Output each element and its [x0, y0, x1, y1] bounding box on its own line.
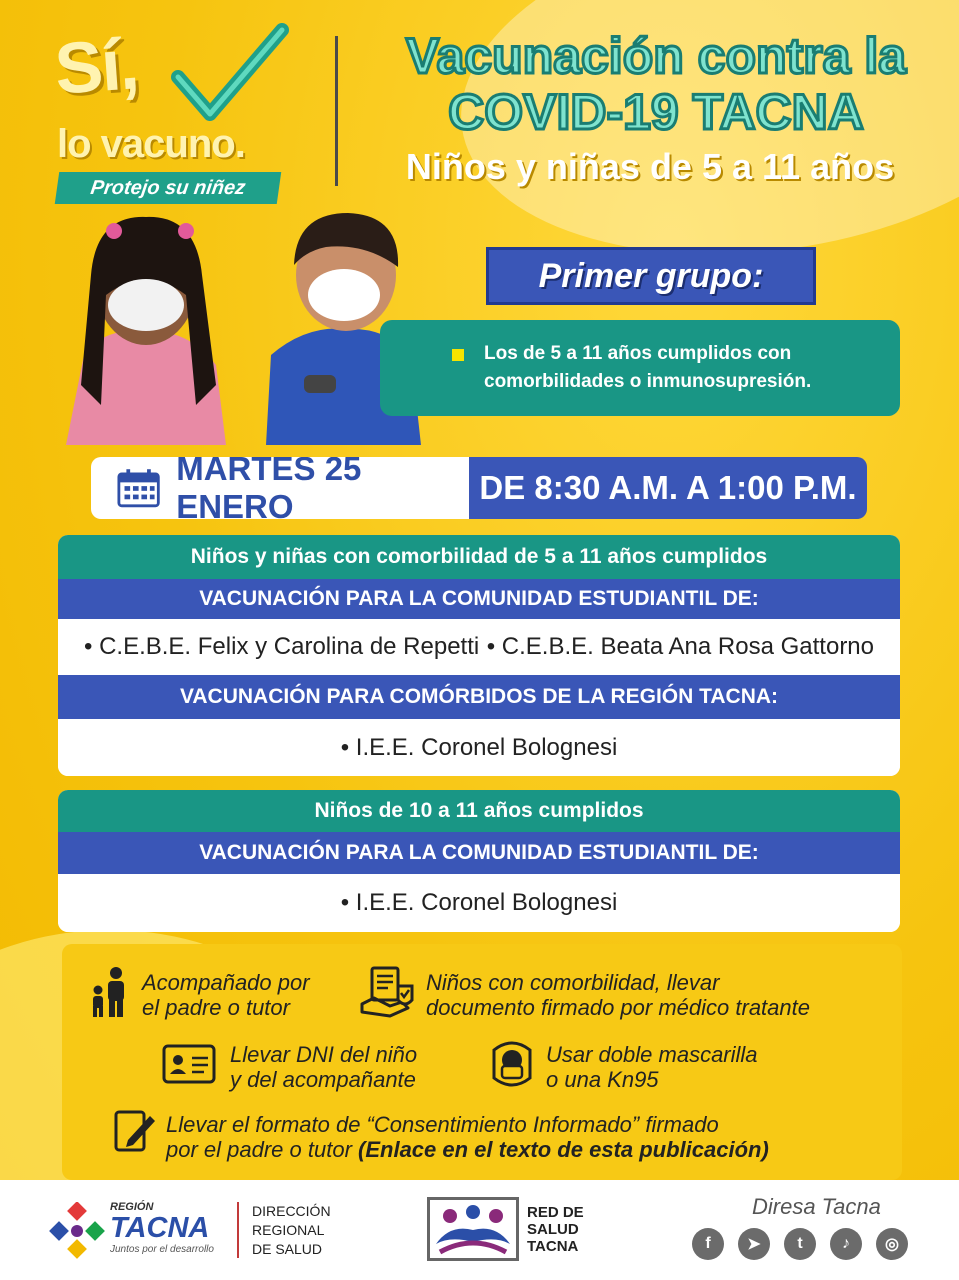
school-item: • C.E.B.E. Felix y Carolina de Repetti [84, 633, 480, 660]
schedule-date-label: MARTES 25 ENERO [176, 457, 362, 519]
red-salud-text [527, 1204, 584, 1255]
logo-tagline: Protejo su niñez [55, 172, 281, 204]
footer-divider [237, 1202, 239, 1258]
region-name: TACNA [110, 1212, 210, 1244]
header-divider [335, 36, 338, 186]
social-icons [692, 1228, 908, 1260]
section2-header: Niños de 10 a 11 años cumplidos [58, 790, 900, 832]
title-line-1: Vacunación contra la [405, 28, 907, 84]
red-salud-people-icon [430, 1200, 516, 1258]
dir-line2: REGIONAL [252, 1222, 325, 1238]
section1-subheader-students: VACUNACIÓN PARA LA COMUNIDAD ESTUDIANTIL DE: [58, 579, 900, 619]
region-motto: Juntos por el desarrollo [110, 1244, 214, 1255]
children-photo [66, 205, 426, 445]
tip-dni-line2: y del acompañante [230, 1067, 416, 1092]
tip-consent [114, 1108, 884, 1162]
facebook-icon[interactable]: f [692, 1228, 724, 1260]
title-line-2: COVID-19 TACNA [448, 84, 864, 140]
section1-schools [58, 619, 900, 675]
tip-mask [490, 1038, 850, 1092]
tiktok-icon[interactable]: ♪ [830, 1228, 862, 1260]
footer [0, 1180, 959, 1280]
school-item: • C.E.B.E. Beata Ana Rosa Gattorno [486, 633, 874, 660]
schedule-bar [91, 457, 867, 519]
group-criteria-text: Los de 5 a 11 años cumplidos con comorbilidades o inmunosupresión. [484, 343, 812, 392]
direccion-regional [252, 1202, 331, 1259]
tip-consent-text: por el padre o tutor [166, 1137, 359, 1162]
tip-companion [88, 966, 348, 1020]
twitter-icon[interactable]: t [784, 1228, 816, 1260]
section2-place: • I.E.E. Coronel Bolognesi [58, 874, 900, 932]
section1-subheader-region: VACUNACIÓN PARA COMÓRBIDOS DE LA REGIÓN TACNA: [58, 675, 900, 719]
campaign-logo [52, 22, 305, 212]
section-comorbidity [58, 535, 900, 776]
tip-consent-line2 [166, 1137, 886, 1162]
bullet-square-icon [452, 349, 464, 361]
page-subtitle: Niños y niñas de 5 a 11 años [405, 146, 895, 187]
group-label: Primer grupo: [486, 247, 816, 305]
red-salud-logo [427, 1197, 519, 1261]
schedule-time: DE 8:30 A.M. A 1:00 P.M. [469, 457, 867, 519]
telegram-icon[interactable]: ➤ [738, 1228, 770, 1260]
parent-child-icon [88, 966, 132, 1018]
diresa-handle: Diresa Tacna [752, 1194, 881, 1219]
tip-medical-line1: Niños con comorbilidad, llevar [426, 970, 720, 995]
schedule-date [91, 457, 469, 519]
red-line3: TACNA [527, 1238, 579, 1255]
signed-document-icon [360, 966, 416, 1018]
red-line2: SALUD [527, 1221, 579, 1238]
calendar-icon [117, 467, 160, 509]
section1-header: Niños y niñas con comorbilidad de 5 a 11 años cumplidos [58, 535, 900, 579]
tip-mask-line2: o una Kn95 [546, 1067, 659, 1092]
tip-mask-line1: Usar doble mascarilla [546, 1042, 758, 1067]
region-label: REGIÓN [110, 1201, 154, 1213]
logo-vacuno-text: lo vacuno. [57, 122, 245, 166]
dir-line3: DE SALUD [252, 1241, 323, 1257]
tip-dni [162, 1038, 462, 1092]
tip-consent-link-note: (Enlace en el texto de esta publicación) [358, 1137, 769, 1162]
tip-medical-line2: documento firmado por médico tratante [426, 995, 810, 1020]
tip-companion-line2: el padre o tutor [142, 995, 290, 1020]
section2-subheader: VACUNACIÓN PARA LA COMUNIDAD ESTUDIANTIL DE: [58, 832, 900, 874]
form-pencil-icon [114, 1108, 156, 1154]
red-line1: RED DE [527, 1204, 584, 1221]
id-card-icon [162, 1044, 216, 1084]
logo-si-text: Sí, [52, 24, 140, 110]
requirements-panel [62, 944, 902, 1180]
section1-place: • I.E.E. Coronel Bolognesi [58, 719, 900, 776]
region-tacna-logo-icon [48, 1202, 106, 1260]
tip-medical-document [360, 966, 880, 1020]
section-10-11 [58, 790, 900, 932]
page-title [386, 28, 926, 140]
instagram-icon[interactable]: ◎ [876, 1228, 908, 1260]
tip-consent-line1: Llevar el formato de “Consentimiento Informado” firmado [166, 1112, 719, 1137]
dir-line1: DIRECCIÓN [252, 1203, 331, 1219]
checkmark-icon [170, 22, 290, 132]
face-shield-mask-icon [490, 1038, 534, 1090]
tip-companion-line1: Acompañado por [142, 970, 310, 995]
tip-dni-line1: Llevar DNI del niño [230, 1042, 418, 1067]
